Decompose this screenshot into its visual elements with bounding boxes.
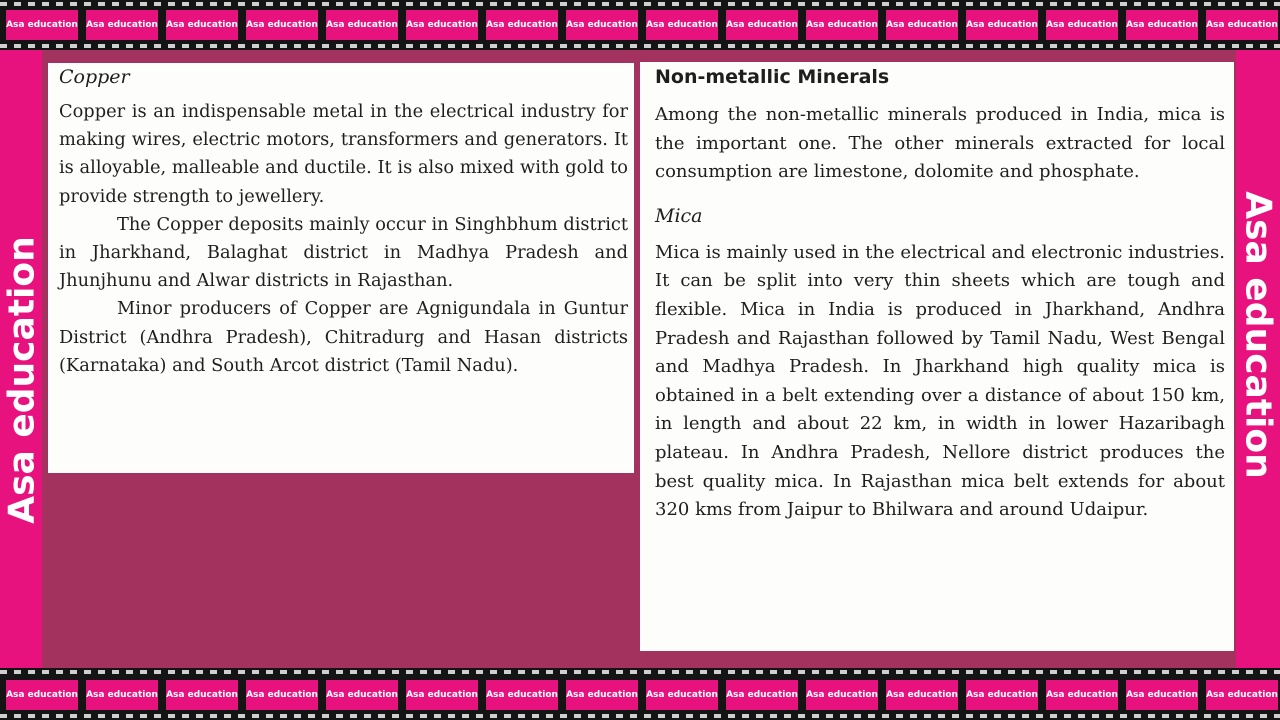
watermark-tile: Asa education — [6, 680, 78, 710]
right-watermark-rail — [1236, 50, 1280, 668]
copper-paragraph-3: Minor producers of Copper are Agnigundala in Guntur District (Andhra Pradesh), Chitradurg and Hasan districts (Karnataka) and South Arcot district (Tamil Nadu). — [59, 298, 628, 376]
left-watermark-rail — [0, 50, 42, 668]
copper-paragraph-1: Copper is an indispensable metal in the electrical industry for making wires, electric motors, transformers and generators. It is alloyable, malleable and ductile. It is also mixed with gold to provide strength to jewellery. — [59, 101, 628, 207]
film-perforations — [0, 714, 1280, 718]
watermark-tile: Asa education — [646, 680, 718, 710]
watermark-tile: Asa education — [1206, 680, 1278, 710]
watermark-tiles-bottom — [0, 668, 1280, 720]
mica-paragraph: Mica is mainly used in the electrical and electronic industries. It can be split into very thin sheets which are tough and flexible. Mica in India is produced in Jharkhand, Andhra Pradesh and Rajasthan followed by Tamil Nadu, West Bengal and Madhya Pradesh. In Jharkhand high quality mica is obtained in a belt extending over a distance of about 150 km, in length and about 22 km, in width in lower Hazaribagh plateau. In Andhra Pradesh, Nellore district produces the best quality mica. In Rajasthan mica belt extends for about 320 kms from Jaipur to Bhilwara and around Udaipur. — [655, 241, 1225, 521]
top-film-strip — [0, 0, 1280, 50]
copper-paragraph-2: The Copper deposits mainly occur in Singhbhum district in Jharkhand, Balaghat district in Madhya Pradesh and Jhunjhunu and Alwar districts in Rajasthan. — [59, 213, 628, 292]
watermark-tile: Asa education — [246, 680, 318, 710]
watermark-tile: Asa education — [6, 10, 78, 40]
non-metallic-intro: Among the non-metallic minerals produced in India, mica is the important one. The other minerals extracted for local consumption are limestone, dolomite and phosphate. — [655, 104, 1225, 183]
non-metallic-heading: Non-metallic Minerals — [655, 66, 890, 88]
non-metallic-minerals-page — [640, 62, 1234, 651]
watermark-tile: Asa education — [1206, 10, 1278, 40]
copper-heading: Copper — [59, 66, 130, 88]
watermark-tiles-top — [0, 0, 1280, 50]
watermark-tile: Asa education — [406, 10, 478, 40]
watermark-tile: Asa education — [326, 680, 398, 710]
watermark-tile: Asa education — [486, 680, 558, 710]
watermark-tile: Asa education — [646, 10, 718, 40]
watermark-tile: Asa education — [406, 680, 478, 710]
right-watermark-text: Asa education — [1237, 191, 1279, 479]
film-perforations — [0, 44, 1280, 48]
watermark-tile: Asa education — [326, 10, 398, 40]
watermark-tile: Asa education — [486, 10, 558, 40]
watermark-tile: Asa education — [726, 10, 798, 40]
bottom-film-strip — [0, 668, 1280, 720]
watermark-tile: Asa education — [1046, 10, 1118, 40]
mica-heading: Mica — [655, 204, 703, 227]
watermark-tile: Asa education — [966, 10, 1038, 40]
left-watermark-text: Asa education — [1, 236, 43, 524]
watermark-tile: Asa education — [166, 10, 238, 40]
watermark-tile: Asa education — [726, 680, 798, 710]
watermark-tile: Asa education — [886, 680, 958, 710]
watermark-tile: Asa education — [1126, 680, 1198, 710]
watermark-tile: Asa education — [566, 680, 638, 710]
copper-page — [48, 63, 634, 473]
watermark-tile: Asa education — [86, 10, 158, 40]
watermark-tile: Asa education — [886, 10, 958, 40]
watermark-tile: Asa education — [1126, 10, 1198, 40]
watermark-tile: Asa education — [566, 10, 638, 40]
watermark-tile: Asa education — [806, 10, 878, 40]
watermark-tile: Asa education — [246, 10, 318, 40]
watermark-tile: Asa education — [806, 680, 878, 710]
watermark-tile: Asa education — [1046, 680, 1118, 710]
watermark-tile: Asa education — [966, 680, 1038, 710]
watermark-tile: Asa education — [166, 680, 238, 710]
watermark-tile: Asa education — [86, 680, 158, 710]
